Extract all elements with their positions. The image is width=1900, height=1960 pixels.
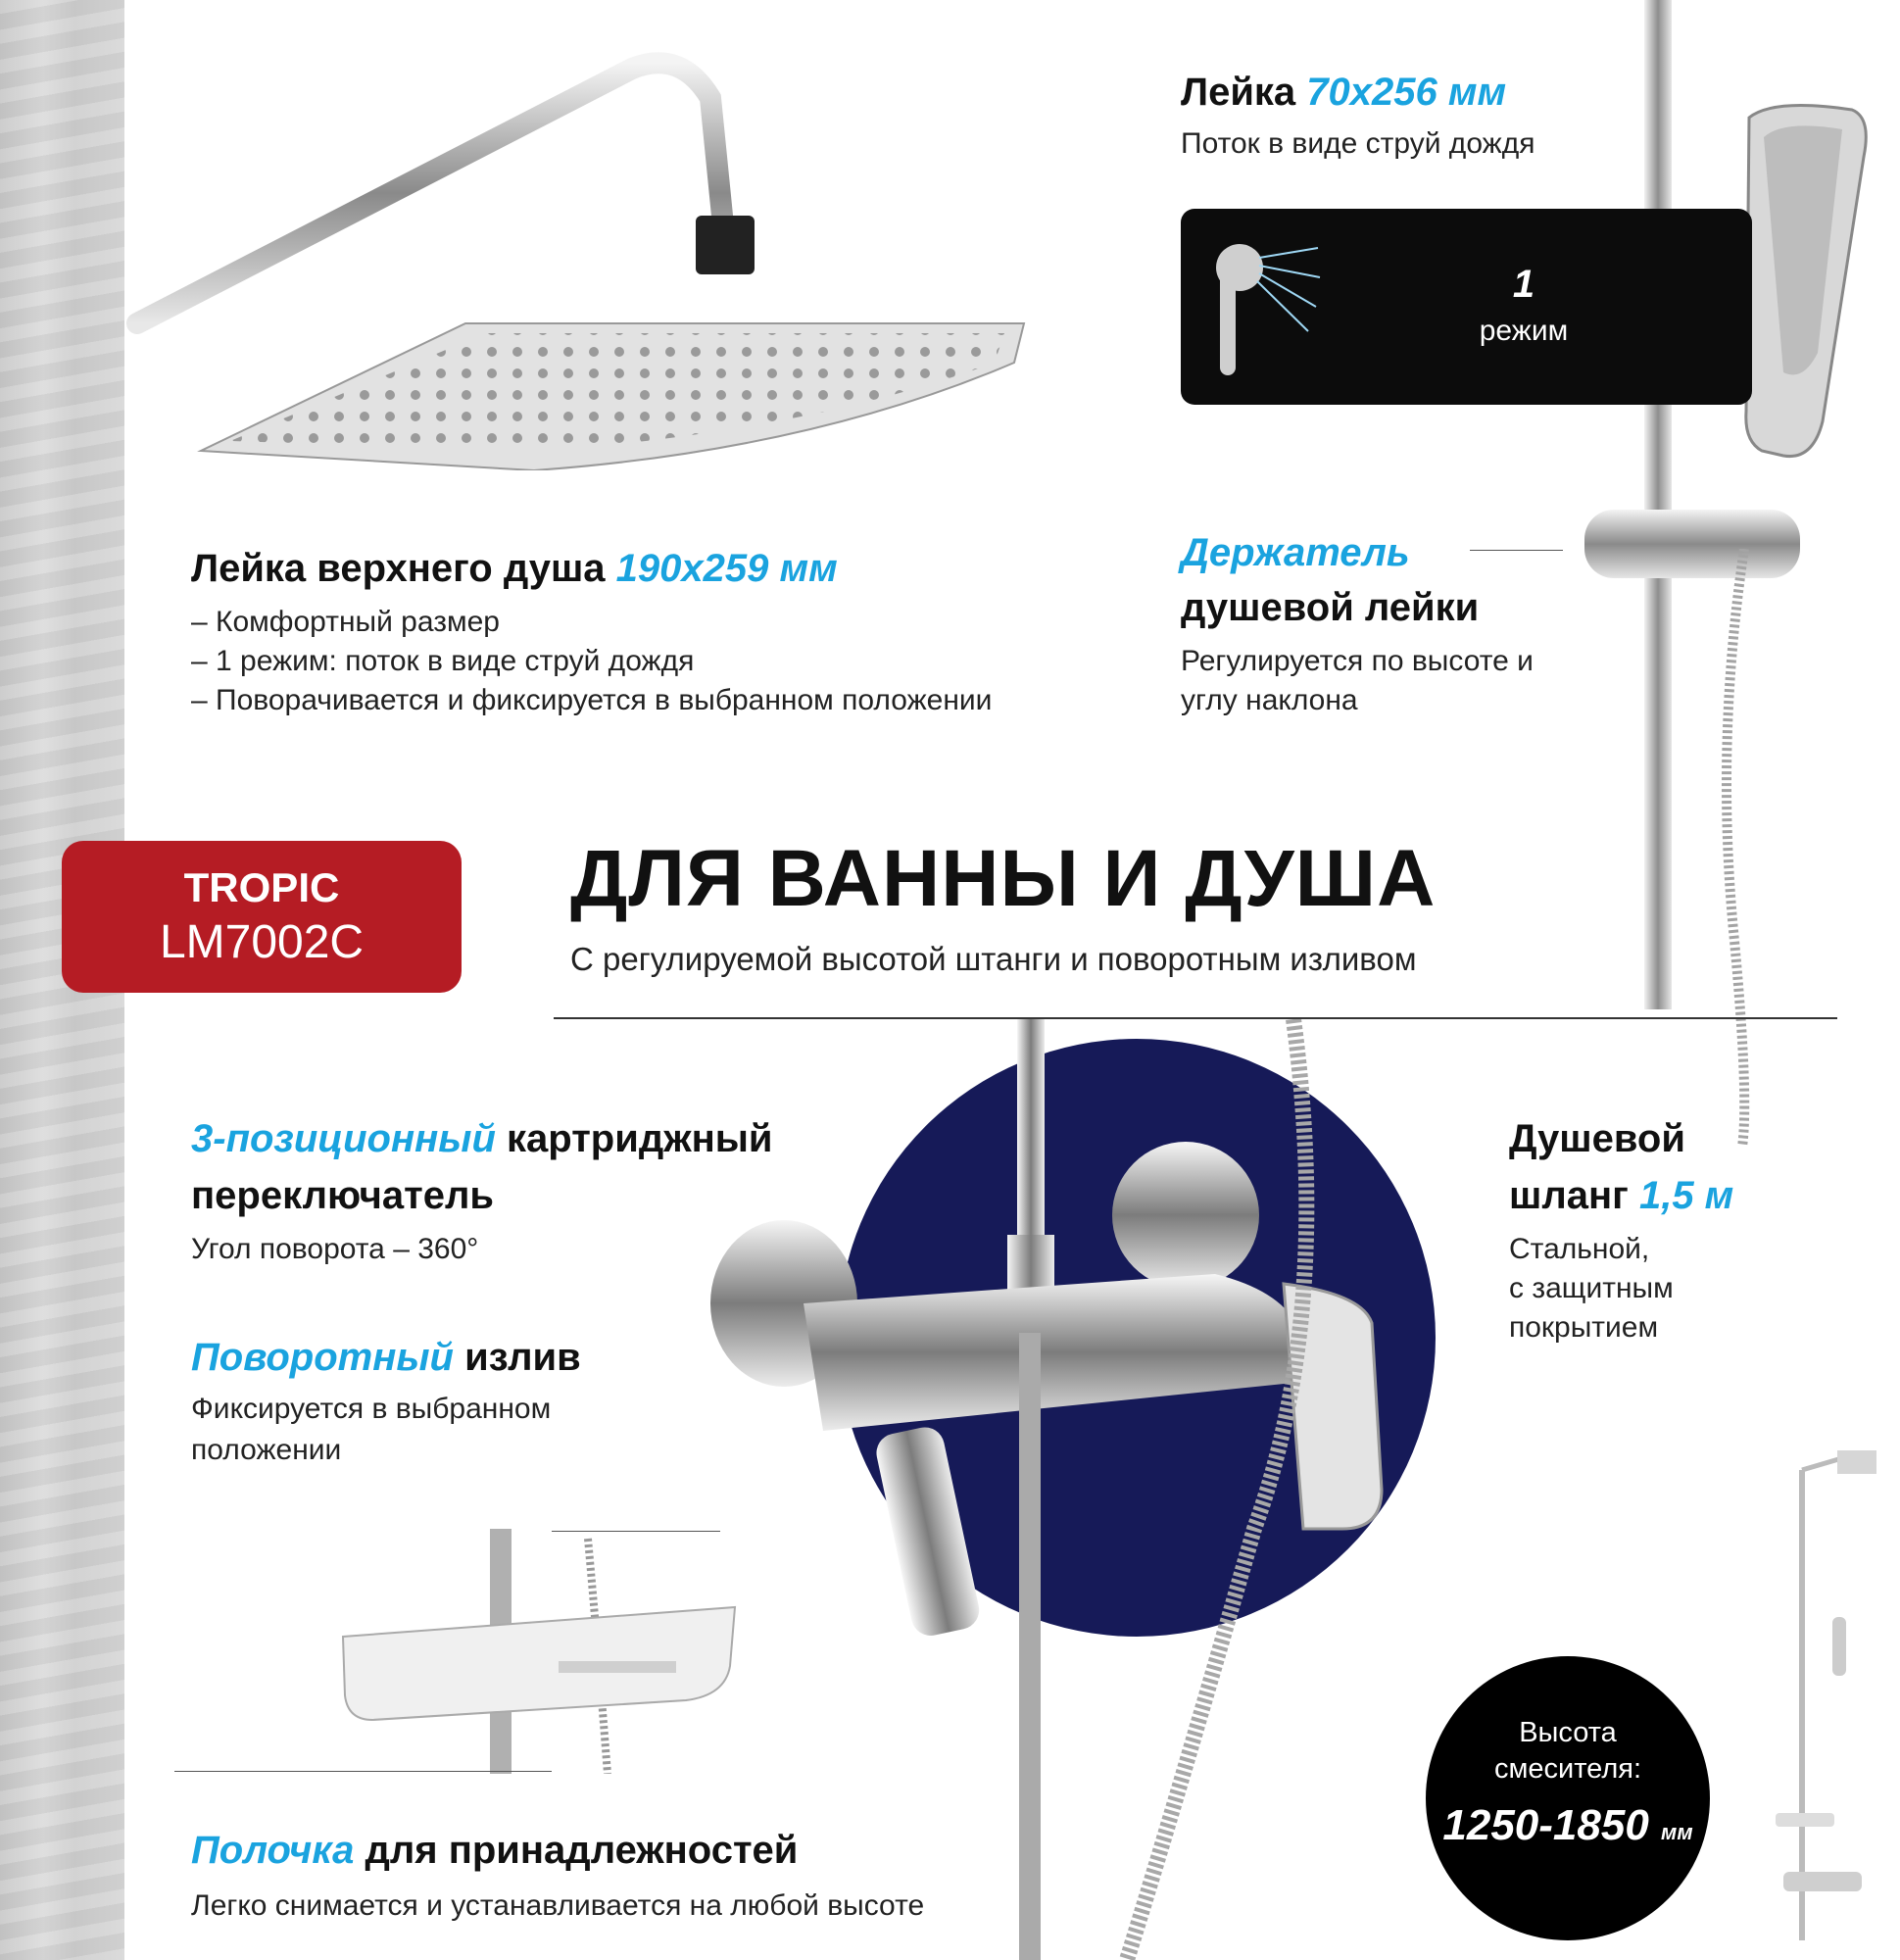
hose-title-word: шланг <box>1509 1174 1629 1217</box>
height-badge <box>1426 1656 1710 1940</box>
shelf-bottom-divider <box>174 1771 552 1772</box>
full-set-thumbnail <box>1764 1441 1881 1950</box>
spout-desc-1: Фиксируется в выбранном <box>191 1393 552 1425</box>
switch-title-rest1: картриджный <box>507 1117 773 1160</box>
shelf-title-blue: Полочка <box>191 1829 355 1872</box>
hose-size: 1,5 м <box>1638 1174 1734 1217</box>
holder-divider <box>1470 550 1563 551</box>
hand-shower-size: 70x256 мм <box>1306 71 1507 114</box>
spout-desc-2: положении <box>191 1434 342 1466</box>
spout-title-blue: Поворотный <box>191 1336 454 1379</box>
mode-count: 1 <box>1512 263 1535 306</box>
spout-title-rest: излив <box>464 1336 581 1379</box>
shower-spray-icon <box>1210 238 1328 385</box>
holder-title-blue: Держатель <box>1181 531 1410 574</box>
height-value <box>1426 1801 1710 1850</box>
shelf-title-rest: для принадлежностей <box>365 1829 799 1872</box>
switch-title-blue: 3-позиционный <box>191 1117 496 1160</box>
hose-image <box>1705 549 1783 1156</box>
switch-title-line2: переключатель <box>191 1174 494 1217</box>
overhead-head-bullet-2: – 1 режим: поток в виде струй дождя <box>191 645 695 677</box>
spout-title <box>191 1330 581 1385</box>
overhead-head-title-text: Лейка верхнего душа <box>191 547 606 590</box>
hose-desc-1: Стальной, <box>1509 1233 1650 1265</box>
badge-model: LM7002C <box>159 916 365 968</box>
hose-title-line2 <box>1509 1168 1733 1223</box>
hero-subtitle: С регулируемой высотой штанги и поворотным изливом <box>570 941 1417 977</box>
mode-box <box>1181 209 1752 405</box>
switch-desc: Угол поворота – 360° <box>191 1233 479 1265</box>
shelf-title <box>191 1823 798 1878</box>
mode-label: режим <box>1479 315 1569 347</box>
overhead-head-bullet-3: – Поворачивается и фиксируется в выбранном положении <box>191 684 993 716</box>
model-badge <box>62 841 462 993</box>
shelf-image <box>333 1529 745 1774</box>
shower-rail-image <box>1644 0 1672 1009</box>
overhead-head-size: 190x259 мм <box>615 547 838 590</box>
hand-shower-desc: Поток в виде струй дождя <box>1181 127 1535 160</box>
height-label-1: Высота <box>1519 1717 1617 1748</box>
height-label-2: смесителя: <box>1493 1753 1642 1785</box>
hand-shower-title-text: Лейка <box>1181 71 1296 114</box>
holder-title-rest: душевой лейки <box>1181 586 1480 629</box>
badge-series: TROPIC <box>183 864 340 910</box>
holder-desc-2: углу наклона <box>1181 684 1358 716</box>
hose-desc-3: покрытием <box>1509 1311 1659 1344</box>
mixer-image <box>706 1019 1431 1960</box>
overhead-shower-image <box>122 39 1063 470</box>
holder-desc-1: Регулируется по высоте и <box>1181 645 1534 677</box>
hose-title-line1: Душевой <box>1509 1117 1685 1160</box>
height-value-number: 1250-1850 <box>1442 1801 1649 1849</box>
shelf-desc: Легко снимается и устанавливается на любой высоте <box>191 1889 925 1922</box>
switch-title <box>191 1111 772 1166</box>
hero-title: ДЛЯ ВАННЫ И ДУША <box>570 834 1437 923</box>
hose-desc-2: с защитным <box>1509 1272 1674 1304</box>
hand-shower-title <box>1181 65 1506 120</box>
overhead-head-bullet-1: – Комфортный размер <box>191 606 500 638</box>
height-unit: мм <box>1661 1820 1693 1844</box>
overhead-head-title <box>191 541 838 596</box>
